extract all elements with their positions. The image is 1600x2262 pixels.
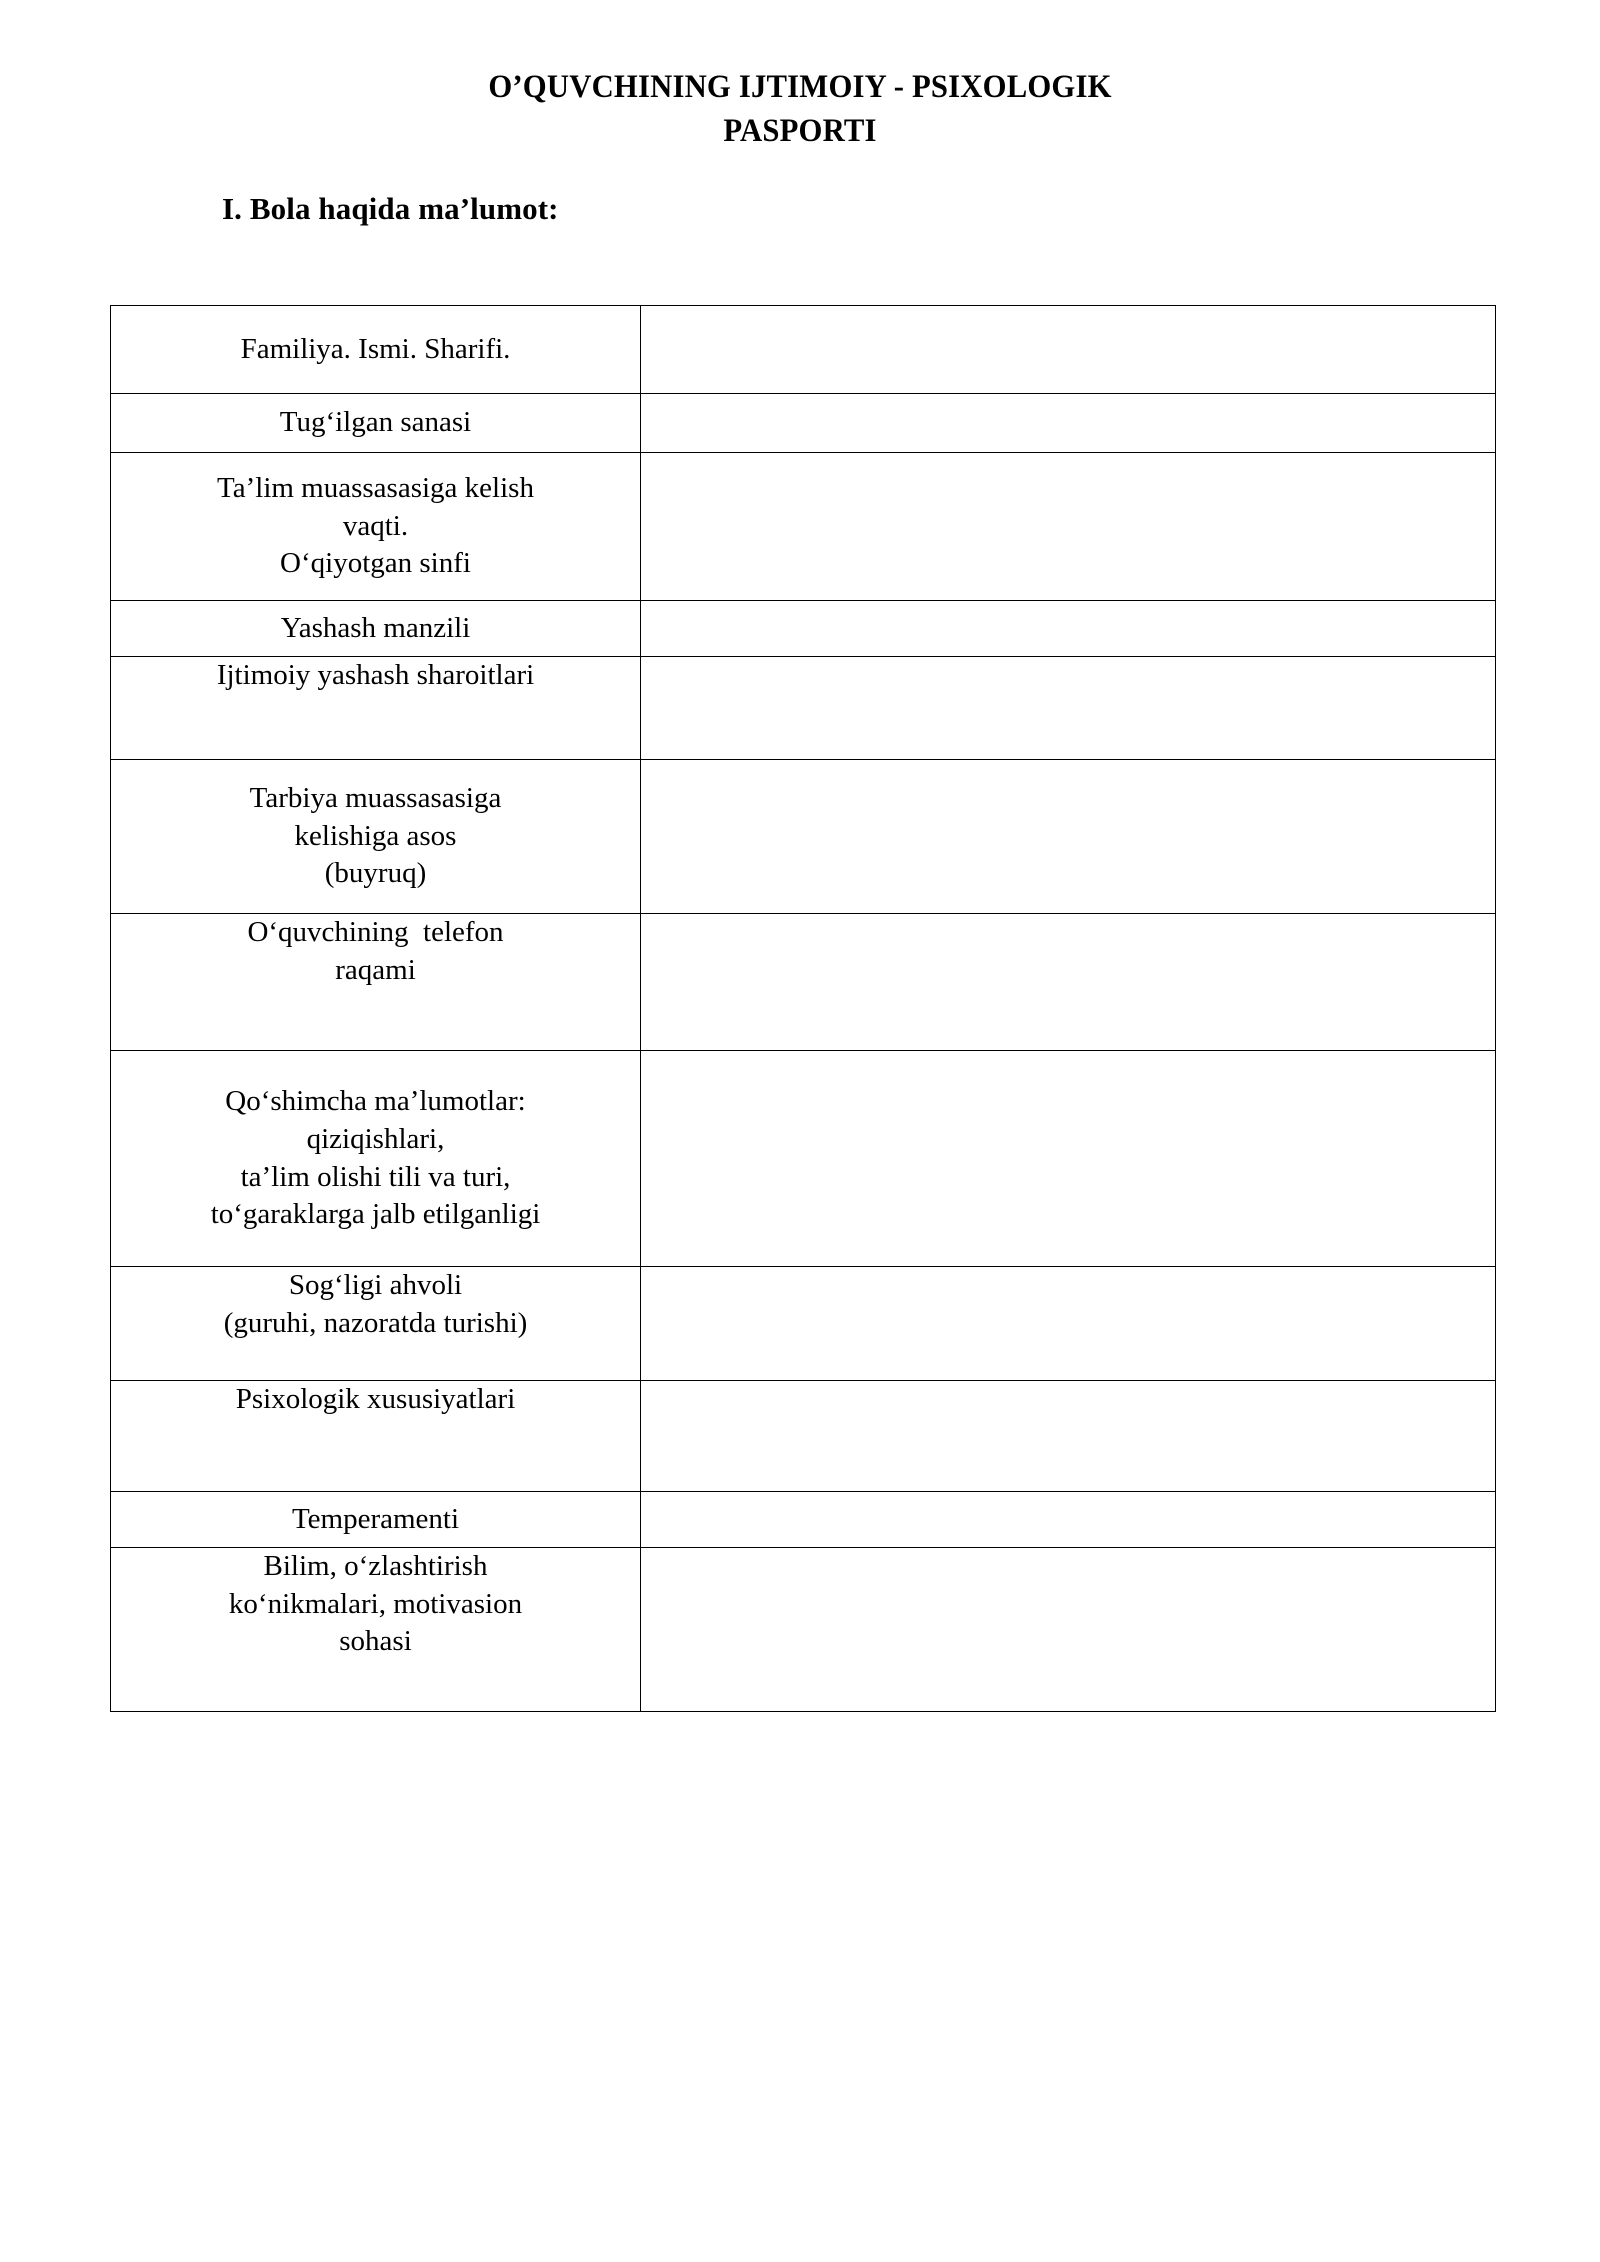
label-line: kelishiga asos — [294, 819, 457, 852]
label-line: toʻgaraklarga jalb etilganligi — [210, 1198, 541, 1231]
row-value-yashash-manzili[interactable] — [641, 601, 1496, 657]
row-value-qoshimcha-malumotlar[interactable] — [641, 1051, 1496, 1267]
table-row — [111, 760, 1496, 914]
label-line: Tugʻilgan sanasi — [279, 406, 472, 439]
row-value-talim-muassasasiga-kelish-vaqti[interactable] — [641, 453, 1496, 601]
row-label-oquvchining-telefon-raqami — [111, 914, 641, 1051]
label-text-group — [111, 914, 640, 989]
table-row — [111, 1381, 1496, 1492]
label-text-group — [111, 1548, 640, 1661]
label-text-group — [111, 780, 640, 893]
table-row — [111, 914, 1496, 1051]
table-row — [111, 394, 1496, 453]
label-line: qiziqishlari, — [306, 1122, 445, 1155]
table-row — [111, 1267, 1496, 1381]
label-text-group — [111, 657, 640, 695]
document-title-line-1: O’QUVCHINING IJTIMOIY - PSIXOLOGIK — [488, 69, 1112, 105]
table-row — [111, 1051, 1496, 1267]
label-line: Psixologik xususiyatlari — [235, 1383, 516, 1415]
label-text-group — [111, 331, 640, 369]
child-information-table — [110, 305, 1496, 1712]
table-row — [111, 453, 1496, 601]
row-label-temperamenti — [111, 1492, 641, 1548]
label-line: ta’lim olishi tili va turi, — [240, 1160, 511, 1193]
label-text-group — [111, 470, 640, 583]
row-label-tugilgan-sanasi — [111, 394, 641, 453]
label-line: Yashash manzili — [280, 611, 471, 644]
label-line: raqami — [335, 953, 416, 986]
table-row — [111, 1548, 1496, 1712]
row-value-oquvchining-telefon-raqami[interactable] — [641, 914, 1496, 1051]
row-label-talim-muassasasiga-kelish-vaqti — [111, 453, 641, 601]
document-title — [56, 0, 1544, 153]
table-row — [111, 1492, 1496, 1548]
table-body — [111, 306, 1496, 1712]
section-heading: I. Bola haqida ma’lumot: — [222, 191, 559, 227]
row-value-tugilgan-sanasi[interactable] — [641, 394, 1496, 453]
row-value-temperamenti[interactable] — [641, 1492, 1496, 1548]
label-line: Qoʻshimcha ma’lumotlar: — [225, 1085, 526, 1118]
label-line: Ijtimoiy yashash sharoitlari — [216, 659, 535, 691]
label-line: koʻnikmalari, motivasion — [228, 1587, 523, 1620]
label-line: (buyruq) — [324, 857, 427, 890]
row-label-sogligi-ahvoli — [111, 1267, 641, 1381]
label-line: Ta’lim muassasasiga kelish — [217, 471, 534, 504]
table-row — [111, 657, 1496, 760]
label-line: Tarbiya muassasasiga — [249, 781, 502, 814]
table-row — [111, 601, 1496, 657]
label-text-group — [111, 610, 640, 648]
label-line: sohasi — [339, 1625, 412, 1658]
row-value-sogligi-ahvoli[interactable] — [641, 1267, 1496, 1381]
row-value-ijtimoiy-yashash-sharoitlari[interactable] — [641, 657, 1496, 760]
row-value-tarbiya-muassasasiga-kelishiga-asos[interactable] — [641, 760, 1496, 914]
row-label-yashash-manzili — [111, 601, 641, 657]
row-label-psixologik-xususiyatlari — [111, 1381, 641, 1492]
label-line: Bilim, oʻzlashtirish — [263, 1550, 488, 1582]
table-row — [111, 306, 1496, 394]
row-value-familiya-ismi-sharifi[interactable] — [641, 306, 1496, 394]
document-title-line-2: PASPORTI — [723, 112, 877, 149]
label-text-group — [111, 1267, 640, 1342]
row-label-tarbiya-muassasasiga-kelishiga-asos — [111, 760, 641, 914]
label-text-group — [111, 1501, 640, 1539]
row-value-bilim-ozlashtirish-konikmalari[interactable] — [641, 1548, 1496, 1712]
row-label-qoshimcha-malumotlar — [111, 1051, 641, 1267]
label-text-group — [111, 404, 640, 442]
label-text-group — [111, 1083, 640, 1234]
row-label-bilim-ozlashtirish-konikmalari — [111, 1548, 641, 1712]
row-value-psixologik-xususiyatlari[interactable] — [641, 1381, 1496, 1492]
label-line: Oʻquvchining telefon — [247, 916, 504, 948]
label-line: vaqti. — [342, 509, 409, 542]
label-text-group — [111, 1381, 640, 1419]
row-label-ijtimoiy-yashash-sharoitlari — [111, 657, 641, 760]
label-line: Oʻqiyotgan sinfi — [280, 547, 471, 580]
label-line: Sogʻligi ahvoli — [288, 1269, 463, 1301]
label-line: (guruhi, nazoratda turishi) — [223, 1306, 528, 1339]
label-line: Familiya. Ismi. Sharifi. — [240, 332, 511, 365]
label-line: Temperamenti — [291, 1502, 460, 1535]
row-label-familiya-ismi-sharifi — [111, 306, 641, 394]
